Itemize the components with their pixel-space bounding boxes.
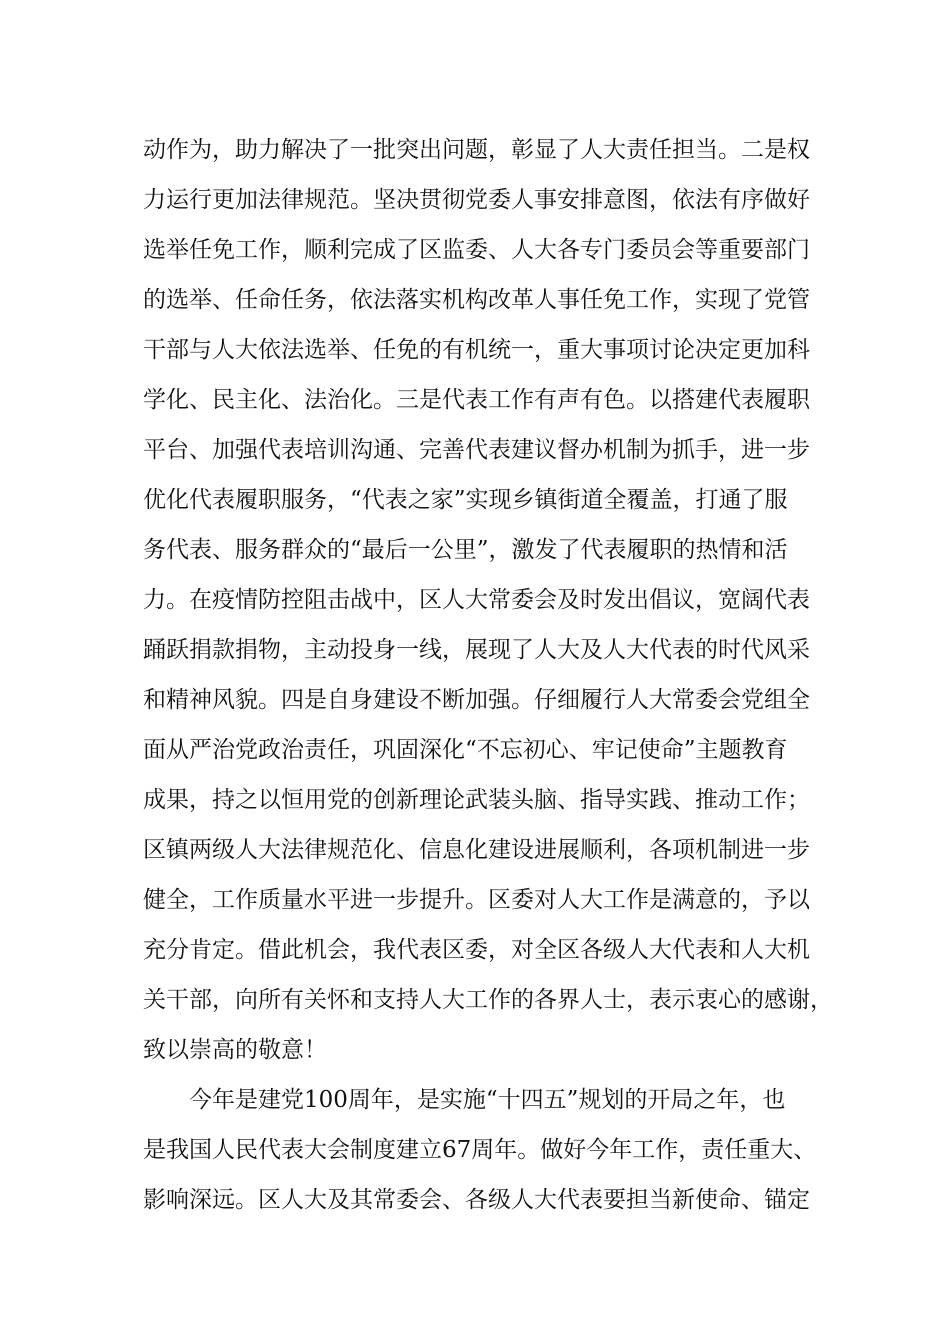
- text-line: 区镇两级人大法律规范化、信息化建设进展顺利，各项机制进一步: [143, 837, 810, 863]
- text-line: 优化代表履职服务，“代表之家”实现乡镇街道全覆盖，打通了服: [143, 487, 788, 513]
- text-line: 充分肯定。借此机会，我代表区委，对全区各级人大代表和人大机: [143, 937, 810, 963]
- text-line: 务代表、服务群众的“最后一公里”，激发了代表履职的热情和活: [143, 537, 788, 563]
- text-line: 影响深远。区人大及其常委会、各级人大代表要担当新使命、锚定: [143, 1187, 810, 1213]
- text-line: 干部与人大依法选举、任免的有机统一，重大事项讨论决定更加科: [143, 337, 810, 363]
- text-line: 健全，工作质量水平进一步提升。区委对人大工作是满意的，予以: [143, 887, 810, 913]
- text-line: 动作为，助力解决了一批突出问题，彰显了人大责任担当。二是权: [143, 137, 810, 163]
- text-line: 学化、民主化、法治化。三是代表工作有声有色。以搭建代表履职: [143, 387, 810, 413]
- text-line: 关干部，向所有关怀和支持人大工作的各界人士，表示衷心的感谢，: [143, 987, 833, 1013]
- text-line: 选举任免工作，顺利完成了区监委、人大各专门委员会等重要部门: [143, 237, 810, 263]
- text-line: 面从严治党政治责任，巩固深化“不忘初心、牢记使命”主题教育: [143, 737, 788, 763]
- text-line: 的选举、任命任务，依法落实机构改革人事任免工作，实现了党管: [143, 287, 810, 313]
- text-line: 力。在疫情防控阻击战中，区人大常委会及时发出倡议，宽阔代表: [143, 587, 810, 613]
- text-line: 力运行更加法律规范。坚决贯彻党委人事安排意图，依法有序做好: [143, 187, 810, 213]
- text-line: 成果，持之以恒用党的创新理论武装头脑、指导实践、推动工作；: [143, 787, 810, 813]
- text-line: 是我国人民代表大会制度建立67周年。做好今年工作，责任重大、: [143, 1137, 817, 1163]
- paragraph-first-line: 今年是建党100周年，是实施“十四五”规划的开局之年，也: [189, 1087, 786, 1113]
- text-line: 平台、加强代表培训沟通、完善代表建议督办机制为抓手，进一步: [143, 437, 810, 463]
- text-line: 致以崇高的敬意！: [143, 1037, 327, 1063]
- text-line: 踊跃捐款捐物，主动投身一线，展现了人大及人大代表的时代风采: [143, 637, 810, 663]
- text-line: 和精神风貌。四是自身建设不断加强。仔细履行人大常委会党组全: [143, 687, 810, 713]
